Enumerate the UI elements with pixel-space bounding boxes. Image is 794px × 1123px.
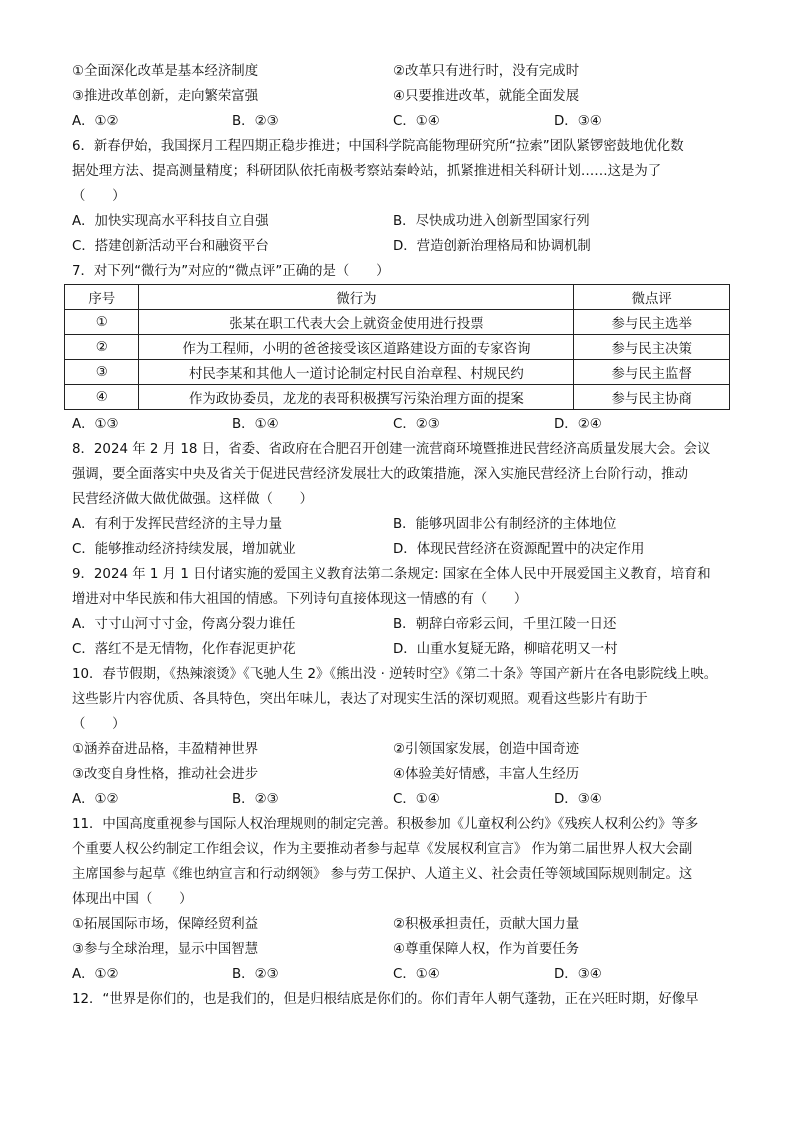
table-cell-index: ② [65,335,139,360]
q7-option-c[interactable]: C．②③ [393,417,440,432]
q7-option-b[interactable]: B．①④ [232,417,279,432]
q11-stem-line-3: 主席国参与起草《维也纳宣言和行动纲领》 参与劳工保护、人道主义、社会责任等领域国际规则制定。这 [72,867,693,882]
q8-stem-line-1: 8．2024 年 2 月 18 日，省委、省政府在合肥召开创建一流营商环境暨推进民营经济高质量发展大会。会议 [72,442,711,457]
q8-option-b[interactable]: B．能够巩固非公有制经济的主体地位 [393,517,617,532]
q11-option-a[interactable]: A．①② [72,967,119,982]
q10-stem-line-3: （ ） [72,717,126,732]
q10-option-b[interactable]: B．②③ [232,792,279,807]
q6-option-d[interactable]: D．营造创新治理格局和协调机制 [393,239,591,254]
q5-statement-3: ③推进改革创新，走向繁荣富强 [72,89,259,104]
q8-option-a[interactable]: A．有利于发挥民营经济的主导力量 [72,517,283,532]
table-cell-behavior: 作为工程师，小明的爸爸接受该区道路建设方面的专家咨询 [139,335,574,360]
q7-table [64,284,730,410]
q12-stem-line-1: 12．“世界是你们的，也是我们的，但是归根结底是你们的。你们青年人朝气蓬勃，正在兴旺时期，好像早 [72,992,699,1007]
q8-stem-line-3: 民营经济做大做优做强。这样做（ ） [72,492,314,507]
q11-stem-line-4: 体现出中国（ ） [72,892,193,907]
table-row [65,385,730,410]
q10-statement-4: ④体验美好情感，丰富人生经历 [393,767,580,782]
q10-option-d[interactable]: D．③④ [554,792,602,807]
table-header-row [65,285,730,310]
table-cell-index: ④ [65,385,139,410]
table-cell-behavior: 村民李某和其他人一道讨论制定村民自治章程、村规民约 [139,360,574,385]
q9-option-c[interactable]: C．落红不是无情物，化作春泥更护花 [72,642,296,657]
q7-stem: 7．对下列“微行为”对应的“微点评”正确的是（ ） [72,264,390,279]
q9-stem-line-2: 增进对中华民族和伟大祖国的情感。下列诗句直接体现这一情感的有（ ） [72,592,528,607]
q11-stem-line-2: 个重要人权公约制定工作组会议，作为主要推动者参与起草《发展权利宣言》 作为第二届世界人权大会副 [72,842,693,857]
table-cell-index: ① [65,310,139,335]
q11-option-b[interactable]: B．②③ [232,967,279,982]
q8-stem-line-2: 强调，要全面落实中央及省关于促进民营经济发展壮大的政策措施，深入实施民营经济上台阶行动，推动 [72,467,688,482]
q11-option-c[interactable]: C．①④ [393,967,440,982]
q9-option-a[interactable]: A．寸寸山河寸寸金，侉离分裂力谁任 [72,617,296,632]
q5-option-a[interactable]: A．①② [72,114,119,129]
q5-statement-4: ④只要推进改革，就能全面发展 [393,89,580,104]
q11-stem-line-1: 11．中国高度重视参与国际人权治理规则的制定完善。积极参加《儿童权利公约》《残疾人权利公约》等多 [72,817,699,832]
q7-option-d[interactable]: D．②④ [554,417,602,432]
q5-option-b[interactable]: B．②③ [232,114,279,129]
q10-statement-3: ③改变自身性格，推动社会进步 [72,767,259,782]
q10-stem-line-1: 10．春节假期，《热辣滚烫》《飞驰人生 2》《熊出没 · 逆转时空》《第二十条》等国产新片在各电影院线上映。 [72,667,718,682]
q10-option-a[interactable]: A．①② [72,792,119,807]
q9-option-b[interactable]: B．朝辞白帝彩云间，千里江陵一日还 [393,617,617,632]
table-cell-comment: 参与民主监督 [574,360,730,385]
q5-statement-1: ①全面深化改革是基本经济制度 [72,64,259,79]
table-row [65,310,730,335]
q6-option-a[interactable]: A．加快实现高水平科技自立自强 [72,214,269,229]
q11-statement-4: ④尊重保障人权，作为首要任务 [393,942,580,957]
q10-statement-1: ①涵养奋进品格，丰盈精神世界 [72,742,259,757]
table-cell-comment: 参与民主选举 [574,310,730,335]
q11-statement-2: ②积极承担责任，贡献大国力量 [393,917,580,932]
q7-option-a[interactable]: A．①③ [72,417,119,432]
table-cell-behavior: 张某在职工代表大会上就资金使用进行投票 [139,310,574,335]
q11-option-d[interactable]: D．③④ [554,967,602,982]
table-header-index: 序号 [65,285,139,310]
table-row [65,335,730,360]
q6-stem-line-1: 6．新春伊始，我国探月工程四期正稳步推进；中国科学院高能物理研究所“拉索”团队紧锣密鼓地优化数 [72,139,684,154]
q5-option-c[interactable]: C．①④ [393,114,440,129]
q11-statement-1: ①拓展国际市场，保障经贸利益 [72,917,259,932]
q9-option-d[interactable]: D．山重水复疑无路，柳暗花明又一村 [393,642,618,657]
q10-statement-2: ②引领国家发展，创造中国奇迹 [393,742,580,757]
q8-option-c[interactable]: C．能够推动经济持续发展，增加就业 [72,542,296,557]
table-cell-behavior: 作为政协委员，龙龙的表哥积极撰写污染治理方面的提案 [139,385,574,410]
q6-stem-line-3: （ ） [72,189,126,204]
q5-option-d[interactable]: D．③④ [554,114,602,129]
q6-stem-line-2: 据处理方法、提高测量精度；科研团队依托南极考察站秦岭站，抓紧推进相关科研计划……这是为了 [72,164,662,179]
q8-option-d[interactable]: D．体现民营经济在资源配置中的决定作用 [393,542,645,557]
table-row [65,360,730,385]
table-cell-index: ③ [65,360,139,385]
table-cell-comment: 参与民主决策 [574,335,730,360]
q10-stem-line-2: 这些影片内容优质、各具特色，突出年味儿，表达了对现实生活的深切观照。观看这些影片有助于 [72,692,648,707]
q11-statement-3: ③参与全球治理，显示中国智慧 [72,942,259,957]
q6-option-c[interactable]: C．搭建创新活动平台和融资平台 [72,239,269,254]
table-header-behavior: 微行为 [139,285,574,310]
q5-statement-2: ②改革只有进行时，没有完成时 [393,64,580,79]
table-cell-comment: 参与民主协商 [574,385,730,410]
q6-option-b[interactable]: B．尽快成功进入创新型国家行列 [393,214,590,229]
q10-option-c[interactable]: C．①④ [393,792,440,807]
table-header-comment: 微点评 [574,285,730,310]
q9-stem-line-1: 9．2024 年 1 月 1 日付诸实施的爱国主义教育法第二条规定: 国家在全体人民中开展爱国主义教育，培育和 [72,567,711,582]
